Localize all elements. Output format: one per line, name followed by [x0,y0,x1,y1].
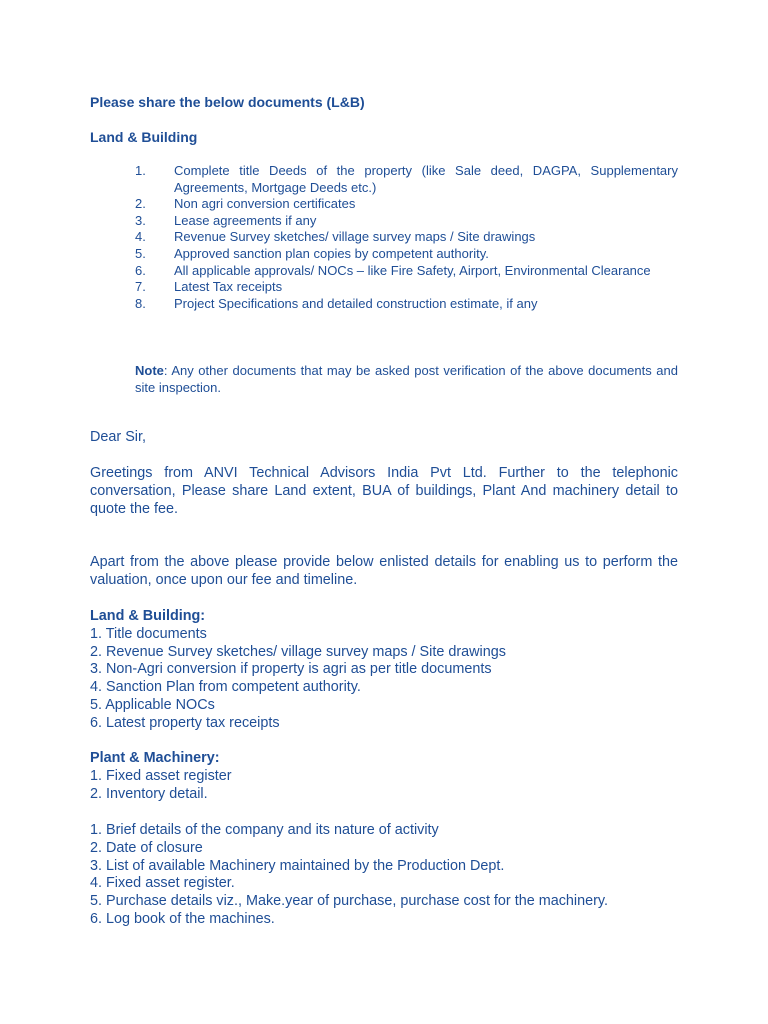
plant-machinery-heading: Plant & Machinery: [90,750,220,766]
document-title: Please share the below documents (L&B) [90,94,365,110]
list-item: 1. Fixed asset register [90,767,232,784]
list-item [135,279,678,296]
list-item [135,163,678,196]
list-item: 4. Fixed asset register. [90,875,235,892]
list-item-text: Lease agreements if any [174,212,317,228]
list-item [135,213,678,230]
list-item-number: 7. [135,279,146,295]
list-item [135,263,678,280]
list-item-text: Non agri conversion certificates [174,196,356,212]
list-item-text: Latest Tax receipts [174,279,283,295]
list-item: 2. Revenue Survey sketches/ village survey maps / Site drawings [90,643,506,660]
required-documents-list [135,163,678,312]
list-item: 1. Title documents [90,625,207,642]
list-item-text: Revenue Survey sketches/ village survey maps / Site drawings [174,229,536,245]
request-paragraph: Apart from the above please provide below enlisted details for enabling us to perform the valuation, once upon our fee and timeline. [90,554,678,588]
list-item [135,246,678,263]
list-item-number: 4. [135,229,146,245]
list-item-number: 5. [135,245,146,261]
list-item [135,296,678,313]
list-item-text: Complete title Deeds of the property (like Sale deed, DAGPA, Supplementary Agreements, Mortgage Deeds etc.) [174,163,678,195]
list-item: 4. Sanction Plan from competent authority. [90,679,361,696]
list-item: 2. Inventory detail. [90,785,208,802]
list-item: 6. Log book of the machines. [90,910,275,927]
list-item-text: Project Specifications and detailed construction estimate, if any [174,295,538,311]
list-item: 3. List of available Machinery maintained by the Production Dept. [90,857,505,874]
land-building-section [90,608,678,733]
note-paragraph [135,362,678,396]
list-item-text: Approved sanction plan copies by competent authority. [174,245,489,261]
greeting-paragraph: Greetings from ANVI Technical Advisors India Pvt Ltd. Further to the telephonic conversation, Please share Land extent, BUA of buildings, Plant And machinery detail to quote the fee. [90,465,678,517]
salutation: Dear Sir, [90,429,146,445]
plant-machinery-section [90,750,678,803]
company-details-list [90,822,678,929]
list-item [135,196,678,213]
list-item: 2. Date of closure [90,839,203,856]
list-item-number: 8. [135,295,146,311]
list-item-number: 6. [135,262,146,278]
list-item-text: All applicable approvals/ NOCs – like Fire Safety, Airport, Environmental Clearance [174,262,651,278]
list-item: 3. Non-Agri conversion if property is agri as per title documents [90,661,492,678]
land-building-heading: Land & Building: [90,608,206,624]
note-label: Note [135,363,164,378]
list-item: 6. Latest property tax receipts [90,714,280,731]
list-item-number: 3. [135,212,146,228]
list-item: 5. Purchase details viz., Make.year of purchase, purchase cost for the machinery. [90,893,609,910]
list-item-number: 1. [135,163,146,178]
note-text: : Any other documents that may be asked post verification of the above documents and site inspection. [135,363,678,395]
list-item: 5. Applicable NOCs [90,696,215,713]
list-item: 1. Brief details of the company and its nature of activity [90,822,439,838]
list-item-number: 2. [135,196,146,212]
section-heading-land-building: Land & Building [90,129,198,145]
list-item [135,229,678,246]
